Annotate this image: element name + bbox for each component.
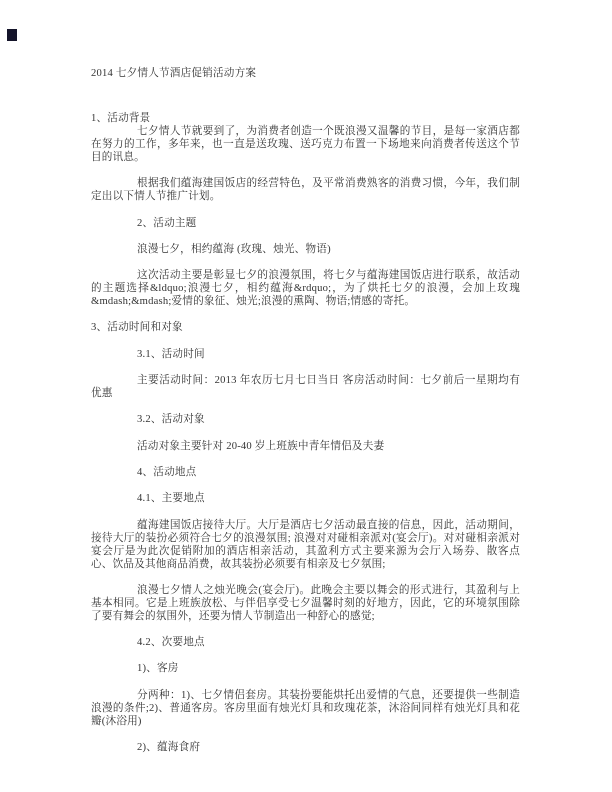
line-theme-slogan: 浪漫七夕，相约蕴海 (玫瑰、烛光、物语) xyxy=(137,243,331,255)
heading-activity-theme: 2、活动主题 xyxy=(137,217,197,229)
heading-activity-background: 1、活动背景 xyxy=(91,113,151,124)
document-body xyxy=(91,67,520,767)
heading-activity-target: 3.2、活动对象 xyxy=(137,414,205,426)
paragraph-background-intro: 七夕情人节就要到了，为消费者创造一个既浪漫又温馨的节目，是每一家酒店都在努力的工作，多年来，也一直是送玫瑰、送巧克力布置一下场地来向消费者传送这个节目的讯息。 xyxy=(91,126,520,163)
paragraph-theme-explanation: 这次活动主要是彰显七夕的浪漫氛围，将七夕与蕴海建国饭店进行联系，故活动的主题选择&ldquo;浪漫七夕，相约蕴海&rdquo;，为了烘托七夕的浪漫，会加上玫瑰&mdash;&mdash;爱情的象征、烛光;浪漫的熏陶、物语;情感的寄托。 xyxy=(91,270,520,308)
heading-guest-rooms: 1)、客房 xyxy=(137,663,179,675)
line-activity-target: 活动对象主要针对 20-40 岁上班族中青年情侣及夫妻 xyxy=(137,440,385,452)
paragraph-guest-room-types: 分两种：1)、七夕情侣套房。其装扮要能烘托出爱情的气息，还要提供一些制造浪漫的条件;2)、普通客房。客房里面有烛光灯具和玫瑰花茶，沐浴间同样有烛光灯具和花瓣(沐浴用) xyxy=(91,689,520,727)
line-activity-time: 主要活动时间：2013 年农历七月七日当日 客房活动时间：七夕前后一星期均有优惠 xyxy=(91,375,520,400)
paragraph-candlelight-party: 浪漫七夕情人之烛光晚会(宴会厅)。此晚会主要以舞会的形式进行，其盈利与上基本相同。它是上班族放松、与伴侣享受七夕温馨时刻的好地方，因此，它的环境氛围除了要有舞会的氛围外，还要为情人节制造出一种舒心的感觉; xyxy=(91,584,520,622)
scan-artifact-mark xyxy=(7,29,17,41)
paragraph-background-plan: 根据我们蕴海建国饭店的经营特色，及平常消费熟客的消费习惯，今年，我们制定出以下情人节推广计划。 xyxy=(91,178,520,203)
heading-main-location: 4.1、主要地点 xyxy=(137,493,205,505)
heading-activity-time: 3.1、活动时间 xyxy=(137,348,205,360)
heading-time-and-target: 3、活动时间和对象 xyxy=(91,322,183,334)
heading-yunhai-restaurant: 2)、蕴海食府 xyxy=(137,742,201,754)
heading-secondary-location: 4.2、次要地点 xyxy=(137,637,205,649)
heading-activity-location: 4、活动地点 xyxy=(137,466,197,478)
document-title: 2014 七夕情人节酒店促销活动方案 xyxy=(91,68,257,79)
paragraph-main-location-lobby: 蕴海建国饭店接待大厅。大厅是酒店七夕活动最直接的信息，因此，活动期间，接待大厅的装扮必须符合七夕的浪漫氛围; 浪漫对对碰相亲派对(宴会厅)。对对碰相亲派对宴会厅是为此次促销附加的酒店相亲活动，其盈利方式主要来源为会厅入场券、散客点心、饮品及其他商品消费，故其装扮必须要有相亲及七夕氛围; xyxy=(91,519,520,570)
